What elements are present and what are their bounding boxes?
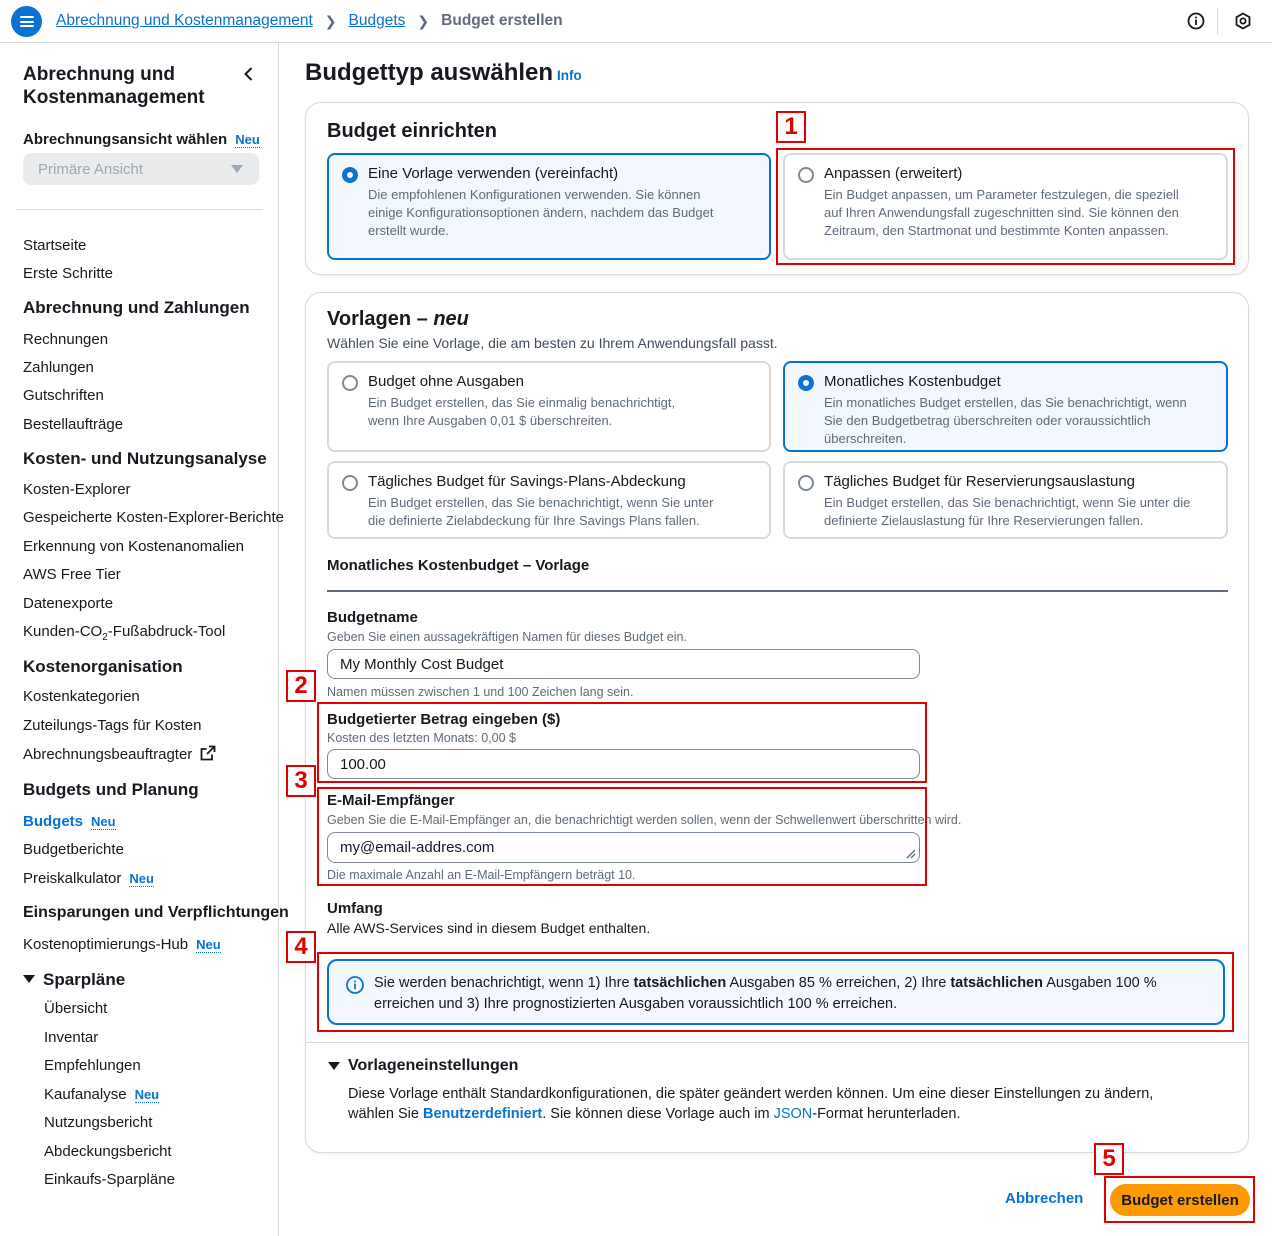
sidebar-item-carbon-tool[interactable]: Kunden-$CO_2-Fußabdruck$-Tool xyxy=(23,623,226,643)
customize-link[interactable]: Benutzerdefiniert xyxy=(422,1106,543,1122)
sidebar-item-credits[interactable]: Gutschriften xyxy=(23,387,104,404)
template-section-heading: Monatliches Kostenbudget – Vorlage xyxy=(327,557,590,574)
divider xyxy=(1217,8,1218,35)
email-desc: Geben Sie die E-Mail-Empfänger an, die benachrichtigt werden sollen, wenn der Schwellenwert überschritten wird. xyxy=(327,813,962,827)
template-settings-toggle[interactable]: Vorlageneinstellungen xyxy=(348,1057,519,1074)
cancel-button[interactable]: Abbrechen xyxy=(1005,1190,1084,1207)
template-settings-text: Diese Vorlage enthält Standardkonfigurationen, die später geändert werden können. Um eine dieser Einstellungen zu ändern, wählen Sie Benutzerdefiniert. Sie können diese Vorlage auch im JSON-Format herunterladen. xyxy=(348,1086,1154,1122)
breadcrumb-current: Budget erstellen xyxy=(441,12,563,29)
sidebar-item-inventory[interactable]: Inventar xyxy=(44,1029,99,1046)
radio-use-template[interactable] xyxy=(342,167,358,183)
top-navigation xyxy=(0,0,1272,43)
caret-down-icon[interactable] xyxy=(328,1062,340,1070)
hamburger-icon xyxy=(20,16,34,27)
sidebar-item-purchase-analysis[interactable]: Kaufanalyse Neu xyxy=(44,1086,160,1103)
budget-name-desc: Geben Sie einen aussagekräftigen Namen für dieses Budget ein. xyxy=(327,630,687,644)
email-label: E-Mail-Empfänger xyxy=(327,792,455,809)
sidebar-heading-savings: Einsparungen und Verpflichtungen xyxy=(23,904,289,921)
info-circle-icon xyxy=(345,975,365,995)
tile-monthly-cost[interactable]: Monatliches Kostenbudget Ein monatliches Budget erstellen, das Sie benachrichtigt, wenn Sie den Budgetbetrag überschreiten oder voraussichtlich überschreiten. xyxy=(783,361,1228,452)
sidebar-item-data-exports[interactable]: Datenexporte xyxy=(23,595,114,612)
budget-name-label: Budgetname xyxy=(327,609,418,626)
sidebar-heading-budgets: Budgets und Planung xyxy=(23,780,199,799)
sidebar-item-recommendations[interactable]: Empfehlungen xyxy=(44,1057,141,1074)
tile-customize[interactable]: Anpassen (erweitert) Ein Budget anpassen, um Parameter festzulegen, die speziell auf Ihren Anwendungsfall zugeschnitten sind. Sie können den Zeitraum, den Startmonat und bestimmte Konten anpassen. xyxy=(783,153,1228,260)
sidebar-item-purchase-savings-plans[interactable]: Einkaufs-Sparpläne xyxy=(44,1171,175,1188)
alert-text: Sie werden benachrichtigt, wenn 1) Ihre tatsächlichen Ausgaben 85 % erreichen, 2) Ihre tatsächlichen Ausgaben 100 % erreichen und 3) Ihre prognostizierten Ausgaben voraussichtlich 100 % erreichen. xyxy=(374,975,1157,1012)
radio-reservation-utilization[interactable] xyxy=(798,475,814,491)
scope-value: Alle AWS-Services sind in diesem Budget enthalten. xyxy=(327,920,651,936)
new-badge[interactable]: Neu xyxy=(196,937,221,952)
templates-title: Vorlagen – neu xyxy=(327,308,469,330)
radio-monthly-cost[interactable] xyxy=(798,375,814,391)
sidebar-item-allocation-tags[interactable]: Zuteilungs-Tags für Kosten xyxy=(23,717,202,734)
annotation-label-5: 5 xyxy=(1094,1143,1124,1175)
sidebar-item-overview[interactable]: Übersicht xyxy=(44,1000,108,1017)
json-link[interactable]: JSON xyxy=(773,1106,813,1122)
sidebar-item-bills[interactable]: Rechnungen xyxy=(23,331,109,348)
radio-customize[interactable] xyxy=(798,167,814,183)
resize-handle-icon[interactable] xyxy=(906,849,916,859)
new-badge[interactable]: Neu xyxy=(129,871,154,886)
chevron-left-icon[interactable] xyxy=(240,65,258,83)
info-link[interactable]: Info xyxy=(557,68,582,83)
sidebar-heading-analysis: Kosten- und Nutzungsanalyse xyxy=(23,449,267,468)
annotation-label-4: 4 xyxy=(286,931,316,963)
budget-setup-title: Budget einrichten xyxy=(327,120,498,142)
divider xyxy=(16,209,263,210)
email-textarea[interactable]: my@email-addres.com xyxy=(327,832,920,863)
caret-down-icon xyxy=(23,975,35,983)
breadcrumb xyxy=(56,12,563,30)
sidebar-item-budget-reports[interactable]: Budgetberichte xyxy=(23,841,124,858)
annotation-label-1: 1 xyxy=(776,111,806,143)
view-select: Primäre Ansicht xyxy=(23,153,259,185)
sidebar-item-coverage-report[interactable]: Abdeckungsbericht xyxy=(44,1143,172,1160)
breadcrumb-billing[interactable]: Abrechnung und Kostenmanagement xyxy=(56,12,313,29)
budget-amount-input[interactable] xyxy=(327,749,920,779)
divider xyxy=(305,1042,1248,1043)
sidebar-title: Abrechnung und Kostenmanagement xyxy=(23,64,205,108)
sidebar-item-payments[interactable]: Zahlungen xyxy=(23,359,94,376)
sidebar-item-pricing-calculator[interactable]: Preiskalkulator Neu xyxy=(23,870,154,887)
sidebar-heading-billing: Abrechnung und Zahlungen xyxy=(23,298,250,317)
budget-name-input[interactable] xyxy=(327,649,920,679)
sidebar-item-utilization-report[interactable]: Nutzungsbericht xyxy=(44,1114,153,1131)
sidebar-item-cost-explorer[interactable]: Kosten-Explorer xyxy=(23,481,131,498)
sidebar-item-cost-categories[interactable]: Kostenkategorien xyxy=(23,688,140,705)
create-budget-button[interactable]: Budget erstellen xyxy=(1110,1184,1250,1216)
chevron-right-icon: ❯ xyxy=(324,12,337,29)
new-badge[interactable]: Neu xyxy=(134,1087,160,1102)
breadcrumb-budgets[interactable]: Budgets xyxy=(348,12,406,29)
tile-savings-plans-coverage[interactable]: Tägliches Budget für Savings-Plans-Abdeckung Ein Budget erstellen, das Sie benachrichtigt, wenn Sie unter die definierte Zielabdeckung für Ihre Savings Plans fallen. xyxy=(327,461,771,539)
sidebar-item-optimization-hub[interactable]: Kostenoptimierungs-Hub Neu xyxy=(23,936,221,953)
new-badge[interactable]: Neu xyxy=(235,132,260,147)
budget-name-constraint: Namen müssen zwischen 1 und 100 Zeichen lang sein. xyxy=(327,685,634,699)
tile-zero-spend[interactable]: Budget ohne Ausgaben Ein Budget erstellen, das Sie einmalig benachrichtigt, wenn Ihre Ausgaben 0,01 $ überschreiten. xyxy=(327,361,771,452)
budget-amount-label: Budgetierter Betrag eingeben ($) xyxy=(327,711,561,728)
sidebar-item-anomaly-detection[interactable]: Erkennung von Kostenanomalien xyxy=(23,538,244,555)
tile-reservation-utilization[interactable]: Tägliches Budget für Reservierungsauslastung Ein Budget erstellen, das Sie benachrichtigt, wenn Sie unter die definierte Zielauslastung für Ihre Reservierungen fallen. xyxy=(783,461,1228,539)
sidebar-heading-organization: Kostenorganisation xyxy=(23,657,183,676)
sidebar-item-free-tier[interactable]: AWS Free Tier xyxy=(23,566,121,583)
radio-savings-plans-coverage[interactable] xyxy=(342,475,358,491)
sidebar-item-getting-started[interactable]: Erste Schritte xyxy=(23,265,114,282)
budget-amount-desc: Kosten des letzten Monats: 0,00 $ xyxy=(327,731,517,745)
radio-zero-spend[interactable] xyxy=(342,375,358,391)
sidebar-item-saved-reports[interactable]: Gespeicherte Kosten-Explorer-Berichte xyxy=(23,509,284,526)
divider xyxy=(327,590,1228,592)
view-select-label: Abrechnungsansicht wählen Neu xyxy=(23,131,260,148)
sidebar-item-billing-conductor[interactable]: Abrechnungsbeauftragter xyxy=(23,745,216,765)
notifications-icon[interactable] xyxy=(1233,11,1253,31)
sidebar-item-purchase-orders[interactable]: Bestellaufträge xyxy=(23,416,124,433)
caret-down-icon xyxy=(231,165,243,173)
external-link-icon xyxy=(200,745,216,765)
page-title: Budgettyp auswählen xyxy=(305,59,554,86)
tile-use-template[interactable]: Eine Vorlage verwenden (vereinfacht) Die empfohlenen Konfigurationen verwenden. Sie können einige Konfigurationsoptionen ändern, nachdem das Budget erstellt wurde. xyxy=(327,153,771,260)
sidebar-item-budgets[interactable]: Budgets Neu xyxy=(23,813,116,830)
annotation-label-3: 3 xyxy=(286,765,316,797)
notification-alert xyxy=(327,959,1225,1025)
info-icon[interactable] xyxy=(1186,11,1206,31)
templates-subtitle: Wählen Sie eine Vorlage, die am besten zu Ihrem Anwendungsfall passt. xyxy=(327,335,778,351)
menu-button[interactable] xyxy=(11,6,42,37)
new-badge[interactable]: Neu xyxy=(91,814,116,829)
email-constraint: Die maximale Anzahl an E-Mail-Empfängern beträgt 10. xyxy=(327,868,636,882)
annotation-label-2: 2 xyxy=(286,670,316,702)
sidebar-item-home[interactable]: Startseite xyxy=(23,237,87,254)
scope-label: Umfang xyxy=(327,900,383,917)
sidebar-group-savings-plans[interactable]: Sparpläne xyxy=(23,970,125,990)
chevron-right-icon: ❯ xyxy=(417,12,430,29)
